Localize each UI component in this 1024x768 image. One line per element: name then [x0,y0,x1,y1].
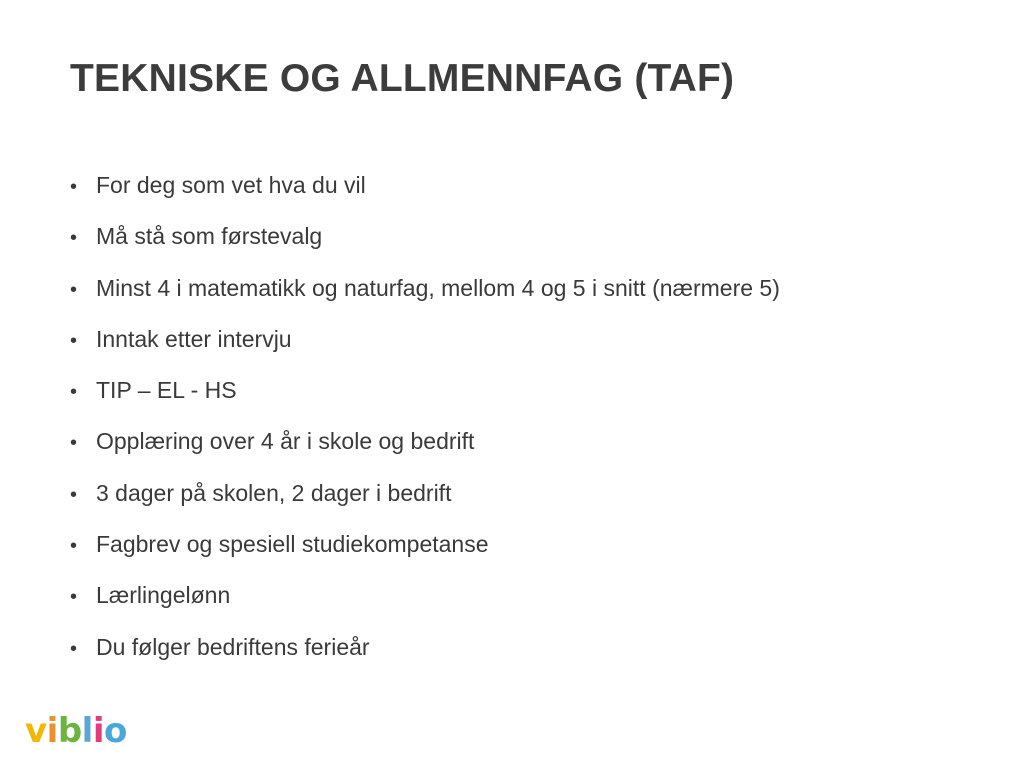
bullet-text: Må stå som førstevalg [96,223,323,250]
bullet-icon: • [70,483,78,506]
list-item [70,172,780,223]
logo-letter: l [81,711,93,751]
list-item [70,531,780,582]
bullet-icon: • [70,637,78,660]
bullet-icon: • [70,381,78,404]
bullet-icon: • [70,278,78,301]
bullet-text: Minst 4 i matematikk og naturfag, mellom 4 og 5 i snitt (nærmere 5) [96,274,780,301]
list-item [70,480,780,531]
logo-letter: i [92,711,104,751]
list-item [70,377,780,428]
logo-letter: o [103,711,127,751]
bullet-text: 3 dager på skolen, 2 dager i bedrift [96,479,452,506]
logo-letter: v [25,711,47,751]
bullet-text: Du følger bedriftens ferieår [96,633,370,660]
bullet-text: TIP – EL - HS [96,377,237,404]
bullet-icon: • [70,176,78,198]
slide-title: TEKNISKE OG ALLMENNFAG (TAF) [70,57,735,100]
viblio-logo [25,708,127,754]
list-item [70,428,780,479]
bullet-icon: • [70,227,78,250]
list-item [70,223,780,274]
bullet-text: Opplæring over 4 år i skole og bedrift [96,428,475,455]
bullet-list [70,172,780,685]
bullet-text: Inntak etter intervju [96,325,292,352]
bullet-icon: • [70,535,78,558]
bullet-icon: • [70,329,78,352]
logo-letter: i [46,711,58,751]
list-item [70,275,780,326]
bullet-text: For deg som vet hva du vil [96,172,366,198]
bullet-text: Fagbrev og spesiell studiekompetanse [96,531,489,558]
bullet-icon: • [70,432,78,455]
list-item [70,326,780,377]
logo-letter: b [57,711,82,751]
list-item [70,582,780,633]
list-item [70,634,780,685]
bullet-icon: • [70,586,78,609]
bullet-text: Lærlingelønn [96,582,231,609]
